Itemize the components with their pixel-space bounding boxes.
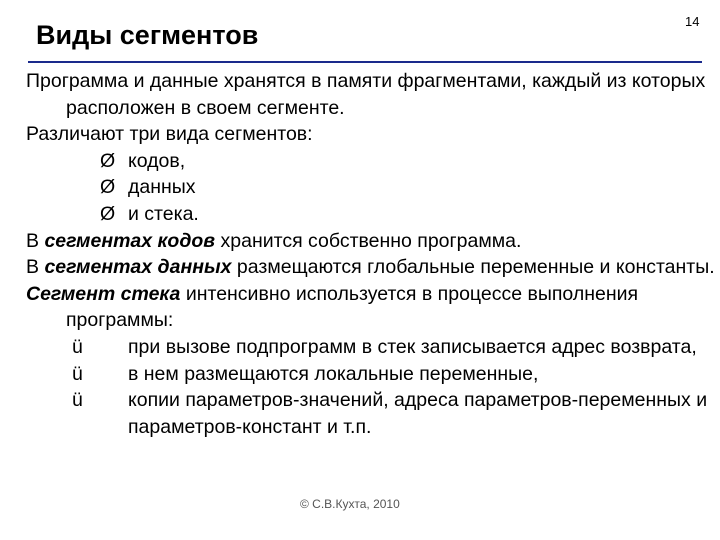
footer-copyright: © С.В.Кухта, 2010 [300, 497, 400, 511]
checkmark-bullet-icon: ü [72, 362, 83, 385]
paragraph-stack-segment: Сегмент стека интенсивно используется в процессе выполнения программы: [26, 282, 639, 332]
checkmark-bullet-icon: ü [72, 389, 83, 412]
paragraph-kinds-intro: Различают три вида сегментов: [26, 123, 313, 146]
arrow-bullet-icon: Ø [100, 202, 116, 225]
paragraph-code-segments: В сегментах кодов хранится собственно программа. [26, 229, 522, 252]
list-item: ü копии параметров-значений, адреса параметров-переменных и параметров-констант и т.п. [72, 389, 708, 438]
list-item: Ø данных [26, 174, 716, 201]
list-item: ü при вызове подпрограмм в стек записывается адрес возврата, [54, 334, 716, 361]
list-item: Ø и стека. [26, 201, 716, 228]
emphasis: сегментах данных [44, 256, 232, 279]
paragraph-data-segments: В сегментах данных размещаются глобальные переменные и константы. [26, 256, 715, 279]
arrow-bullet-icon: Ø [100, 149, 116, 172]
paragraph-storage: Программа и данные хранятся в памяти фрагментами, каждый из которых расположен в своем сегменте. [26, 70, 706, 119]
list-item: Ø кодов, [26, 148, 716, 175]
slide-number: 14 [685, 14, 700, 29]
slide-body [26, 68, 716, 440]
emphasis: Сегмент стека [26, 282, 181, 305]
title-underline [28, 61, 702, 63]
list-item: ü в нем размещаются локальные переменные, [54, 361, 716, 388]
slide-title: Виды сегментов [36, 20, 259, 50]
emphasis: сегментах кодов [44, 229, 216, 252]
arrow-bullet-icon: Ø [100, 176, 116, 199]
checkmark-bullet-icon: ü [72, 335, 83, 358]
